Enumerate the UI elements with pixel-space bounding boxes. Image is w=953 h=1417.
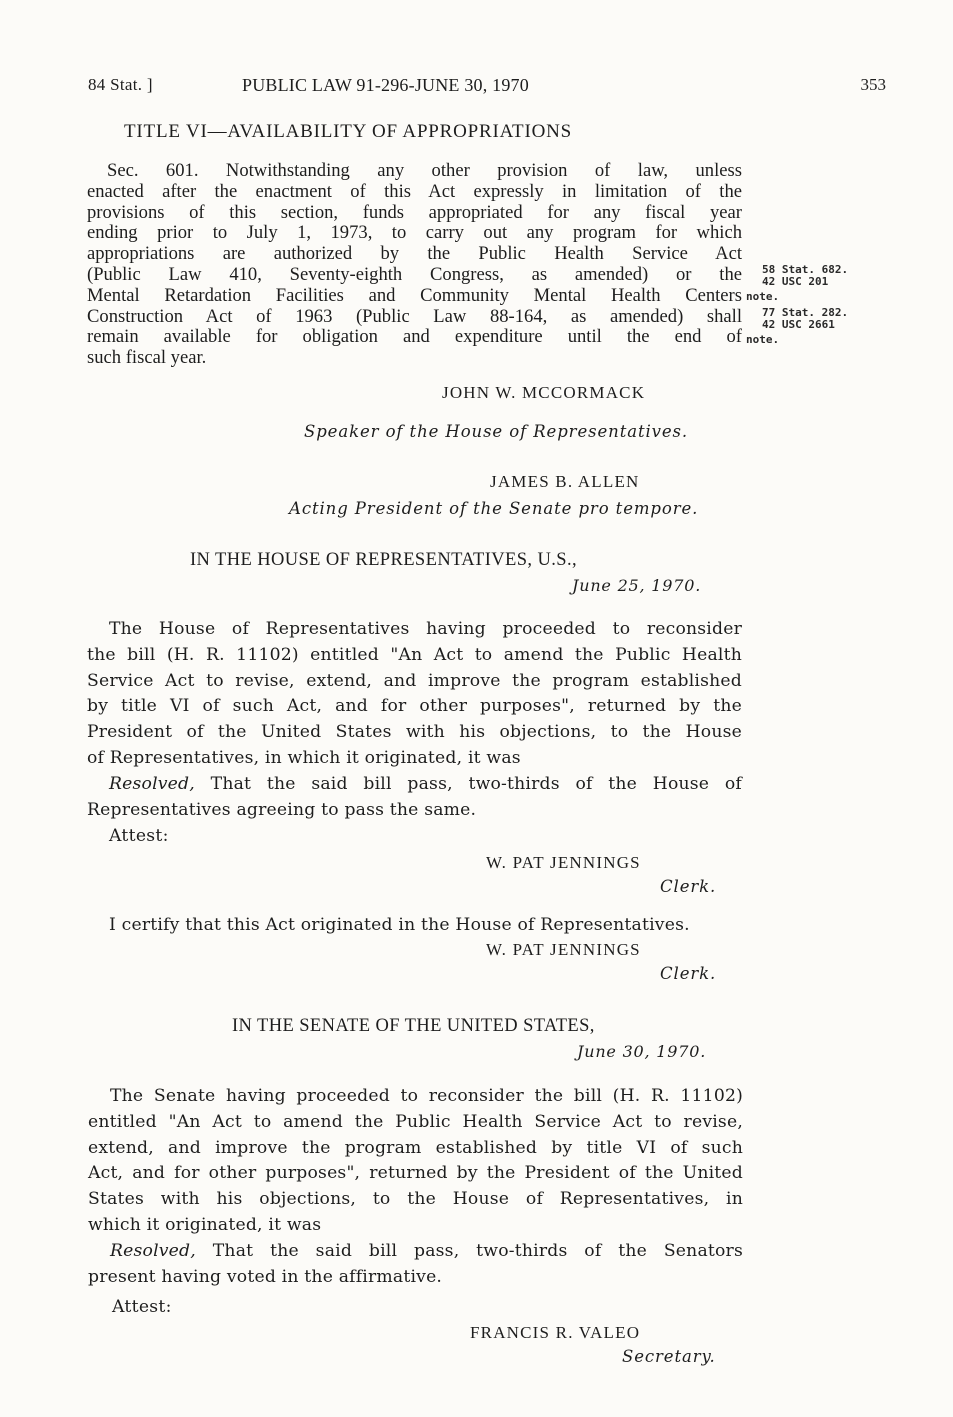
paragraph-line: The Senate having proceeded to reconsider the bill (H. R. 11102) — [110, 1086, 743, 1106]
section-line: Sec. 601. Notwithstanding any other provision of law, unless — [107, 160, 742, 181]
paragraph-line: entitled "An Act to amend the Public Health Service Act to revise, — [88, 1111, 743, 1132]
margin-note-line: 58 Stat. 682. — [762, 263, 849, 276]
secretary-name: FRANCIS R. VALEO — [470, 1323, 641, 1342]
paragraph-line: the bill (H. R. 11102) entitled "An Act to amend the Public Health — [87, 644, 742, 665]
speaker-name: JOHN W. MCCORMACK — [442, 383, 646, 402]
house-paragraph — [87, 617, 742, 823]
senate-heading: IN THE SENATE OF THE UNITED STATES, — [232, 1016, 595, 1036]
house-attest: Attest: — [109, 826, 169, 846]
paragraph-line: by title VI of such Act, and for other purposes", returned by the — [87, 696, 742, 717]
paragraph-line: extend, and improve the program established by title VI of such — [88, 1137, 743, 1158]
margin-note-line: 42 USC 201 — [762, 275, 829, 288]
section-line: such fiscal year. — [87, 347, 207, 369]
section-line: remain available for obligation and expenditure until the end of — [87, 326, 742, 348]
resolved-line — [87, 772, 742, 798]
section-line: Construction Act of 1963 (Public Law 88-164, as amended) shall — [87, 305, 742, 327]
senate-attest: Attest: — [112, 1297, 172, 1317]
section-line: (Public Law 410, Seventy-eighth Congress, as amended) or the — [87, 263, 742, 285]
section-line: ending prior to July 1, 1973, to carry out any program for which — [87, 222, 742, 244]
section-line: enacted after the enactment of this Act expressly in limitation of the — [87, 180, 742, 202]
statute-reference: 84 Stat. ] — [88, 75, 153, 94]
house-date: June 25, 1970. — [572, 576, 702, 595]
certification — [109, 913, 743, 939]
section-601 — [87, 161, 742, 369]
secretary-title: Secretary. — [622, 1347, 716, 1366]
certification-text: I certify that this Act originated in the House of Representatives. — [109, 915, 690, 935]
paragraph-line: President of the United States with his objections, to the House — [87, 722, 742, 743]
page-number: 353 — [860, 75, 886, 94]
section-line: appropriations are authorized by the Public Health Service Act — [87, 243, 742, 265]
margin-note-2-suffix: note. — [746, 333, 780, 346]
public-law-title: PUBLIC LAW 91-296-JUNE 30, 1970 — [242, 75, 529, 95]
paragraph-line: Act, and for other purposes", returned by the President of the United — [88, 1163, 743, 1184]
margin-note-1 — [762, 264, 848, 288]
paragraph-line: States with his objections, to the House of Representatives, in — [88, 1189, 743, 1210]
senate-date: June 30, 1970. — [577, 1042, 707, 1061]
clerk-title-2: Clerk. — [660, 964, 717, 983]
margin-note-line: 42 USC 2661 — [762, 318, 835, 331]
resolved-line — [88, 1239, 743, 1265]
paragraph-line: which it originated, it was — [88, 1214, 322, 1235]
paragraph-line: present having voted in the affirmative. — [88, 1266, 443, 1287]
margin-note-line: 77 Stat. 282. — [762, 306, 849, 319]
house-heading: IN THE HOUSE OF REPRESENTATIVES, U.S., — [190, 550, 577, 570]
margin-note-1-suffix: note. — [746, 290, 780, 303]
speaker-title: Speaker of the House of Representatives. — [304, 422, 689, 441]
paragraph-line: Representatives agreeing to pass the same. — [87, 799, 477, 820]
president-pro-tempore-name: JAMES B. ALLEN — [490, 472, 640, 491]
paragraph-line: of Representatives, in which it originated, it was — [87, 747, 521, 768]
page-header — [88, 75, 888, 99]
paragraph-line: Service Act to revise, extend, and improve the program established — [87, 670, 742, 691]
title-heading: TITLE VI—AVAILABILITY OF APPROPRIATIONS — [124, 121, 572, 142]
resolved-word: Resolved, — [110, 1240, 196, 1261]
president-pro-tempore-title: Acting President of the Senate pro tempore. — [289, 499, 699, 518]
clerk-title: Clerk. — [660, 877, 717, 896]
section-line: provisions of this section, funds appropriated for any fiscal year — [87, 201, 742, 223]
resolved-text: That the said bill pass, two-thirds of the House of — [194, 773, 742, 794]
senate-paragraph — [88, 1084, 743, 1290]
section-line: Mental Retardation Facilities and Community Mental Health Centers — [87, 284, 742, 306]
clerk-name: W. PAT JENNINGS — [486, 853, 641, 872]
clerk-name-2: W. PAT JENNINGS — [486, 940, 641, 959]
resolved-word: Resolved, — [109, 773, 195, 794]
margin-note-2 — [762, 307, 848, 331]
paragraph-line: The House of Representatives having proceeded to reconsider — [109, 619, 742, 639]
resolved-text: That the said bill pass, two-thirds of the Senators — [195, 1240, 743, 1261]
